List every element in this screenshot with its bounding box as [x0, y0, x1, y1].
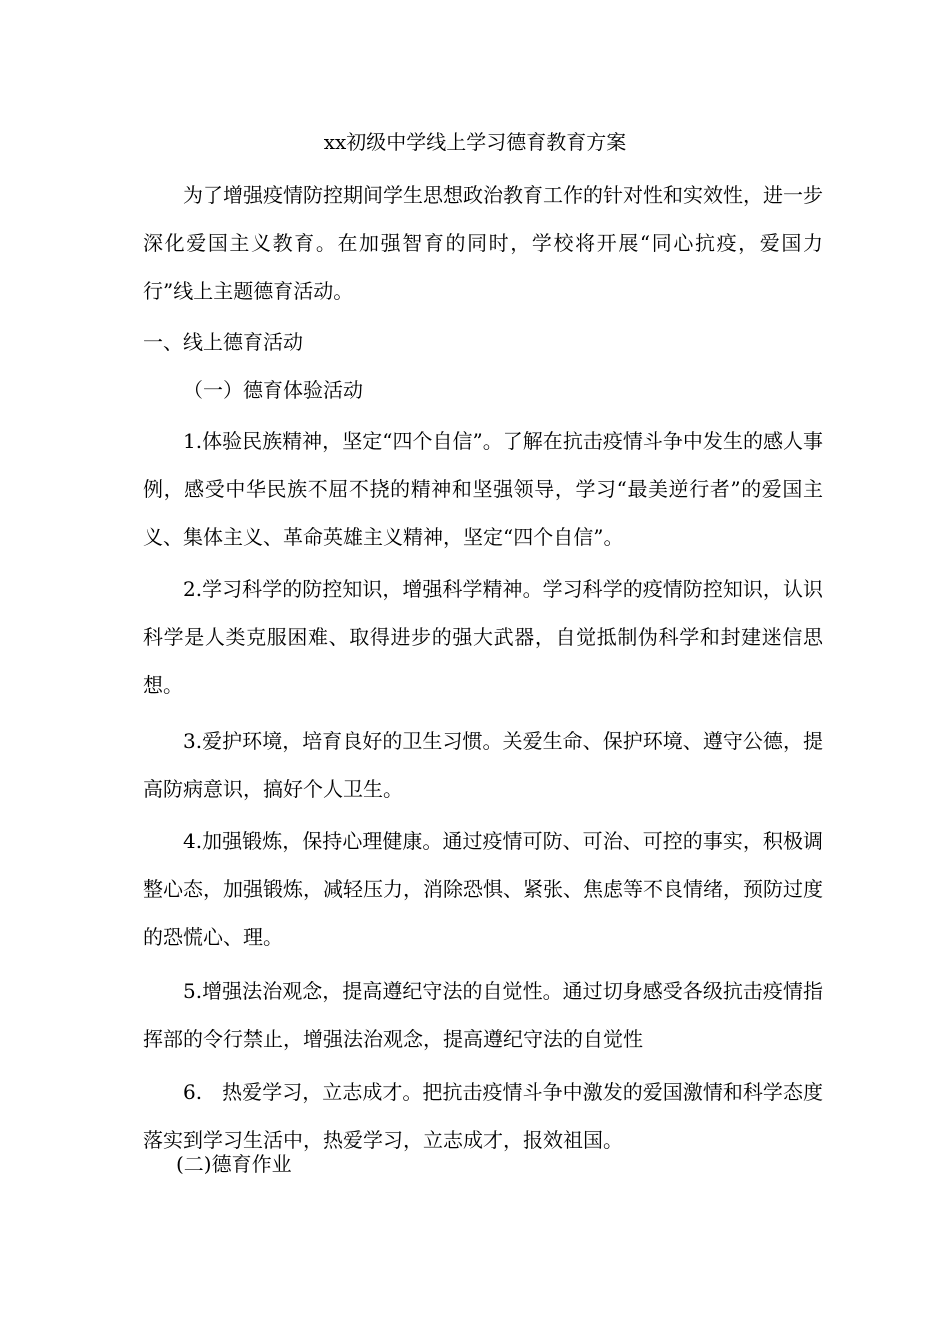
list-item: 6. 热爱学习，立志成才。把抗击疫情斗争中激发的爱国激情和科学态度落实到学习生活中，热爱学习，立志成才，报效祖国。: [143, 1080, 823, 1152]
list-item: 3.爱护环境，培育良好的卫生习惯。关爱生命、保护环境、遵守公德，提高防病意识，搞好个人卫生。: [143, 729, 823, 801]
subsection-heading-homework: (二)德育作业: [176, 1152, 292, 1176]
list-item: 2.学习科学的防控知识，增强科学精神。学习科学的疫情防控知识，认识科学是人类克服困难、取得进步的强大武器，自觉抵制伪科学和封建迷信思想。: [143, 577, 823, 697]
section-heading-online-activities: 一、线上德育活动: [143, 330, 303, 354]
list-item: 5.增强法治观念，提高遵纪守法的自觉性。通过切身感受各级抗击疫情指挥部的令行禁止，增强法治观念，提高遵纪守法的自觉性: [143, 979, 823, 1051]
intro-paragraph: 为了增强疫情防控期间学生思想政治教育工作的针对性和实效性，进一步深化爱国主义教育。在加强智育的同时，学校将开展“同心抗疫，爱国力行”线上主题德育活动。: [143, 183, 823, 303]
list-item: 1.体验民族精神，坚定“四个自信”。了解在抗击疫情斗争中发生的感人事例，感受中华民族不屈不挠的精神和坚强领导，学习“最美逆行者”的爱国主义、集体主义、革命英雄主义精神，坚定“四个自信”。: [143, 429, 823, 549]
document-title: xx初级中学线上学习德育教育方案: [323, 130, 627, 154]
subsection-heading-experience-activities: （一）德育体验活动: [183, 378, 363, 402]
list-item: 4.加强锻炼，保持心理健康。通过疫情可防、可治、可控的事实，积极调整心态，加强锻炼，减轻压力，消除恐惧、紧张、焦虑等不良情绪，预防过度的恐慌心、理。: [143, 829, 823, 949]
